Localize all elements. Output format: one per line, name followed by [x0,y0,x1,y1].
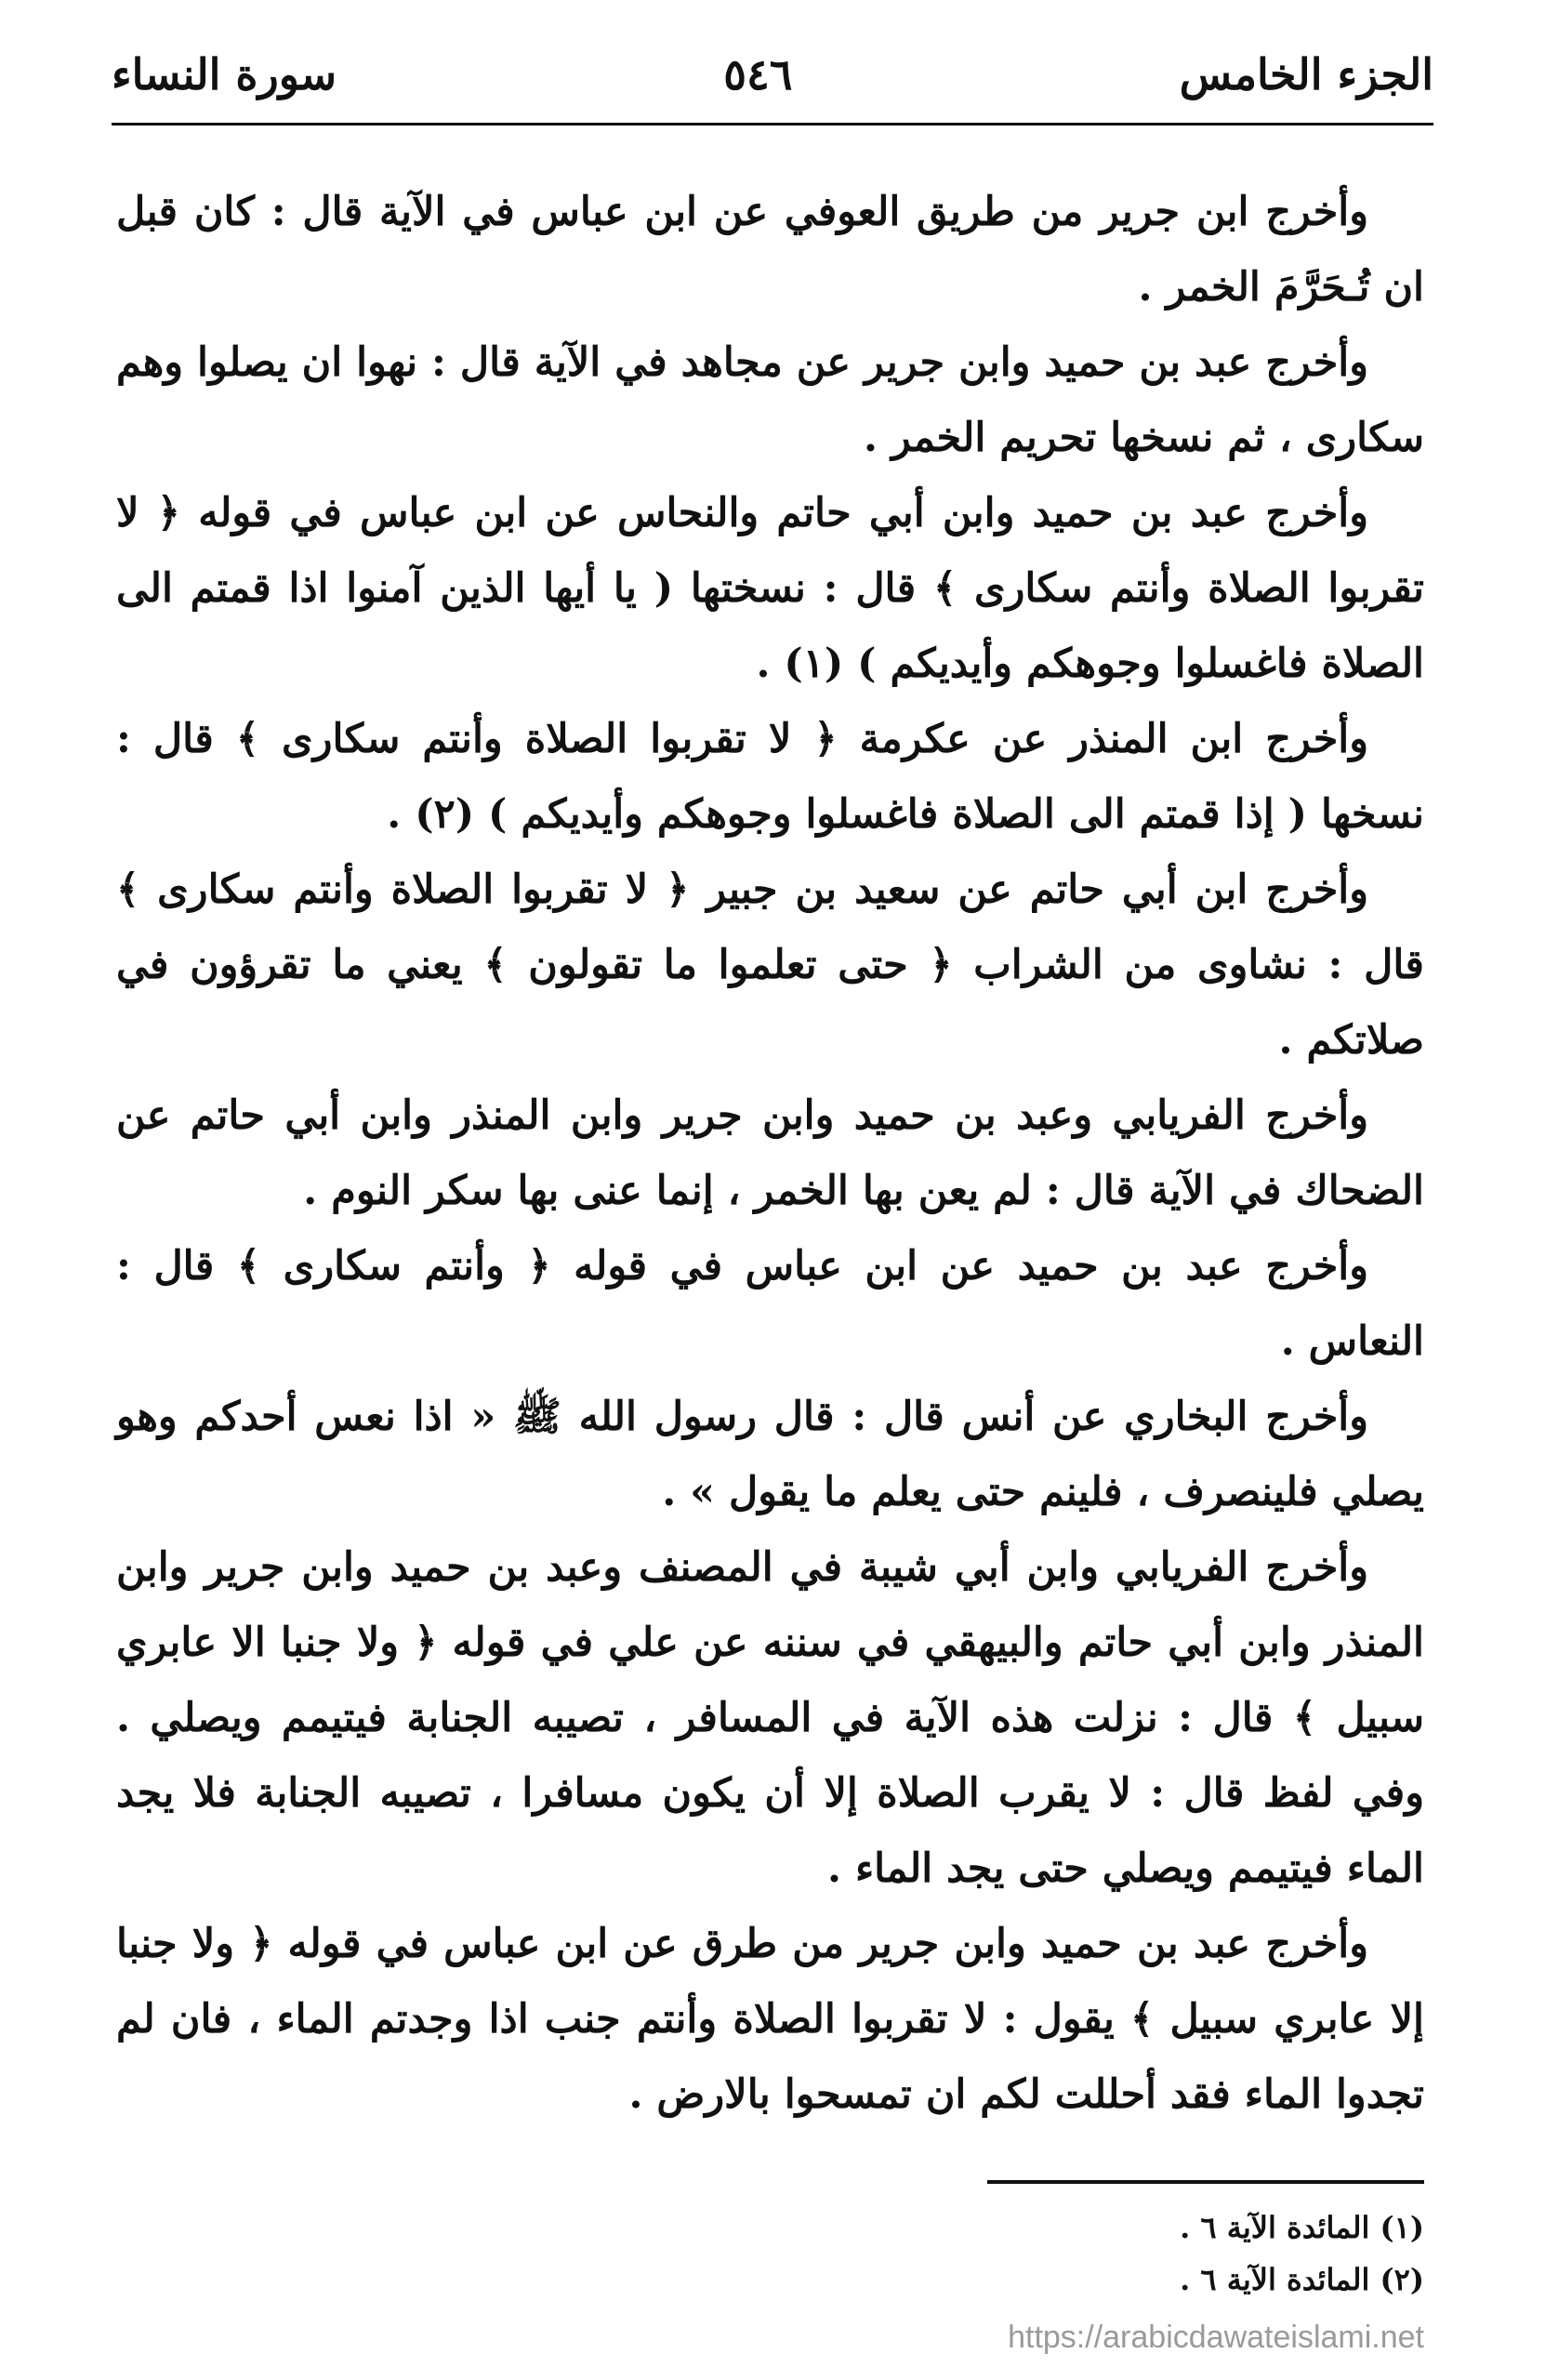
paragraph-4: وأخرج ابن المنذر عن عكرمة ﴿ لا تقربوا الصلاة وأنتم سكارى ﴾ قال : نسخها ( إذا قمتم الى الصلاة فاغسلوا وجوهكم وأيديكم ) (٢) . [116,716,1424,838]
page-header [112,37,1433,112]
surah-title: سورة النساء [112,49,337,99]
header-divider [112,123,1433,126]
source-watermark: https://arabicdawateislami.net [1008,2320,1424,2355]
paragraph-2: وأخرج عبد بن حميد وابن جرير عن مجاهد في الآية قال : نهوا ان يصلوا وهم سكارى ، ثم نسخها تحريم الخمر . [115,339,1424,461]
footnote-2: (٢) المائدة الآية ٦ . [1180,2262,1424,2297]
page-number: ٥٤٦ [723,49,793,99]
footnote-divider [987,2180,1424,2184]
paragraph-7: وأخرج عبد بن حميد عن ابن عباس في قوله ﴿ وأنتم سكارى ﴾ قال : النعاس . [116,1243,1424,1365]
paragraph-6: وأخرج الفريابي وعبد بن حميد وابن جرير وابن المنذر وابن أبي حاتم عن الضحاك في الآية قال : لم يعن بها الخمر ، إنما عنى بها سكر النوم . [116,1092,1424,1214]
paragraph-3: وأخرج عبد بن حميد وابن أبي حاتم والنحاس عن ابن عباس في قوله ﴿ لا تقربوا الصلاة وأنتم سكارى ﴾ قال : نسختها ( يا أيها الذين آمنوا اذا قمتم الى الصلاة فاغسلوا وجوهكم وأيديكم ) (١) . [116,490,1424,687]
paragraph-8: وأخرج البخاري عن أنس قال : قال رسول الله ﷺ « اذا نعس أحدكم وهو يصلي فلينصرف ، فلينم حتى يعلم ما يقول » . [116,1394,1424,1515]
paragraph-5: وأخرج ابن أبي حاتم عن سعيد بن جبير ﴿ لا تقربوا الصلاة وأنتم سكارى ﴾ قال : نشاوى من الشراب ﴿ حتى تعلموا ما تقولون ﴾ يعني ما تقرؤون في صلاتكم . [116,866,1424,1064]
paragraph-1: وأخرج ابن جرير من طريق العوفي عن ابن عباس في الآية قال : كان قبل ان تُـحَرَّمَ الخمر . [116,189,1424,311]
footnote-1: (١) المائدة الآية ٦ . [1180,2210,1424,2245]
main-text [116,175,1424,2133]
paragraph-10: وأخرج عبد بن حميد وابن جرير من طرق عن ابن عباس في قوله ﴿ ولا جنبا إلا عابري سبيل ﴾ يقول : لا تقربوا الصلاة وأنتم جنب اذا وجدتم الماء ، فان لم تجدوا الماء فقد أحللت لكم ان تمسحوا بالارض . [116,1921,1424,2118]
paragraph-9: وأخرج الفريابي وابن أبي شيبة في المصنف وعبد بن حميد وابن جرير وابن المنذر وابن أبي حاتم والبيهقي في سننه عن علي في قوله ﴿ ولا جنبا الا عابري سبيل ﴾ قال : نزلت هذه الآية في المسافر ، تصيبه الجنابة فيتيمم ويصلي . وفي لفظ قال : لا يقرب الصلاة إلا أن يكون مسافرا ، تصيبه الجنابة فلا يجد الماء فيتيمم ويصلي حتى يجد الماء . [116,1544,1424,1892]
footnotes [651,2202,1424,2306]
part-title: الجزء الخامس [1179,49,1433,99]
